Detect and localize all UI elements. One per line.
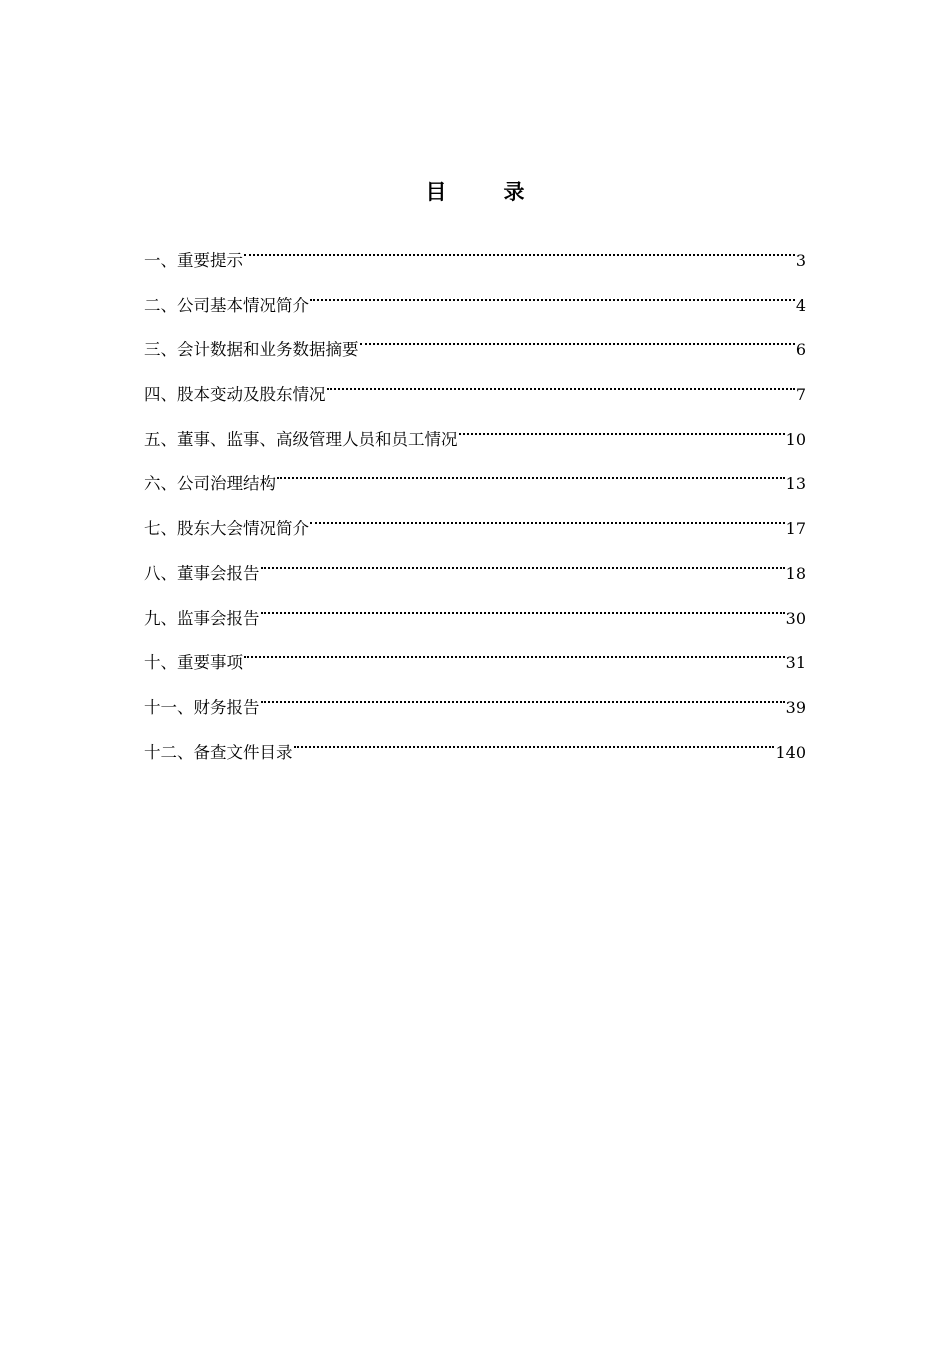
toc-entry[interactable] [144, 502, 806, 547]
toc-entry-label: 六、公司治理结构 [144, 474, 276, 494]
toc-leader-dots [293, 726, 776, 758]
toc-entry-page: 3 [795, 251, 806, 270]
table-of-contents [144, 234, 806, 770]
toc-entry[interactable] [144, 592, 806, 637]
toc-leader-dots [243, 234, 796, 266]
toc-entry-label: 七、股东大会情况简介 [144, 519, 309, 539]
toc-entry[interactable] [144, 547, 806, 592]
toc-entry-label: 四、股本变动及股东情况 [144, 385, 326, 405]
toc-leader-dots [359, 323, 796, 355]
toc-leader-dots [309, 502, 786, 534]
toc-entry-label: 一、重要提示 [144, 251, 243, 270]
toc-entry-page: 39 [785, 697, 806, 717]
toc-entry-page: 6 [795, 340, 806, 360]
toc-entry[interactable] [144, 413, 806, 458]
toc-entry-page: 17 [785, 519, 806, 539]
toc-leader-dots [326, 368, 796, 400]
toc-entry[interactable] [144, 279, 806, 324]
toc-leader-dots [260, 592, 786, 624]
toc-entry-page: 30 [785, 608, 806, 628]
toc-entry[interactable] [144, 726, 806, 771]
toc-entry[interactable] [144, 234, 806, 279]
toc-entry-label: 三、会计数据和业务数据摘要 [144, 340, 359, 360]
toc-leader-dots [243, 636, 786, 668]
toc-entry-page: 18 [785, 563, 806, 583]
toc-entry-page: 4 [795, 295, 806, 315]
toc-entry-label: 八、董事会报告 [144, 563, 260, 583]
toc-leader-dots [458, 413, 786, 445]
toc-entry[interactable] [144, 457, 806, 502]
toc-leader-dots [309, 279, 796, 311]
title-char-1: 目 [425, 180, 447, 204]
toc-entry[interactable] [144, 323, 806, 368]
toc-entry-page: 140 [775, 742, 806, 762]
toc-entry[interactable] [144, 368, 806, 413]
toc-entry-label: 九、监事会报告 [144, 608, 260, 628]
toc-leader-dots [260, 547, 786, 579]
toc-leader-dots [276, 457, 786, 489]
page-title [0, 176, 950, 208]
toc-entry-label: 五、董事、监事、高级管理人员和员工情况 [144, 429, 458, 449]
toc-entry-label: 十、重要事项 [144, 653, 243, 673]
toc-entry-label: 二、公司基本情况简介 [144, 295, 309, 315]
toc-entry-label: 十一、财务报告 [144, 697, 260, 717]
toc-entry-page: 31 [785, 653, 806, 673]
title-char-2: 录 [503, 180, 525, 204]
toc-entry-page: 7 [795, 385, 806, 405]
toc-entry[interactable] [144, 636, 806, 681]
toc-entry-page: 13 [785, 474, 806, 494]
toc-leader-dots [260, 681, 786, 713]
toc-entry-page: 10 [785, 429, 806, 449]
toc-entry-label: 十二、备查文件目录 [144, 742, 293, 762]
toc-entry[interactable] [144, 681, 806, 726]
